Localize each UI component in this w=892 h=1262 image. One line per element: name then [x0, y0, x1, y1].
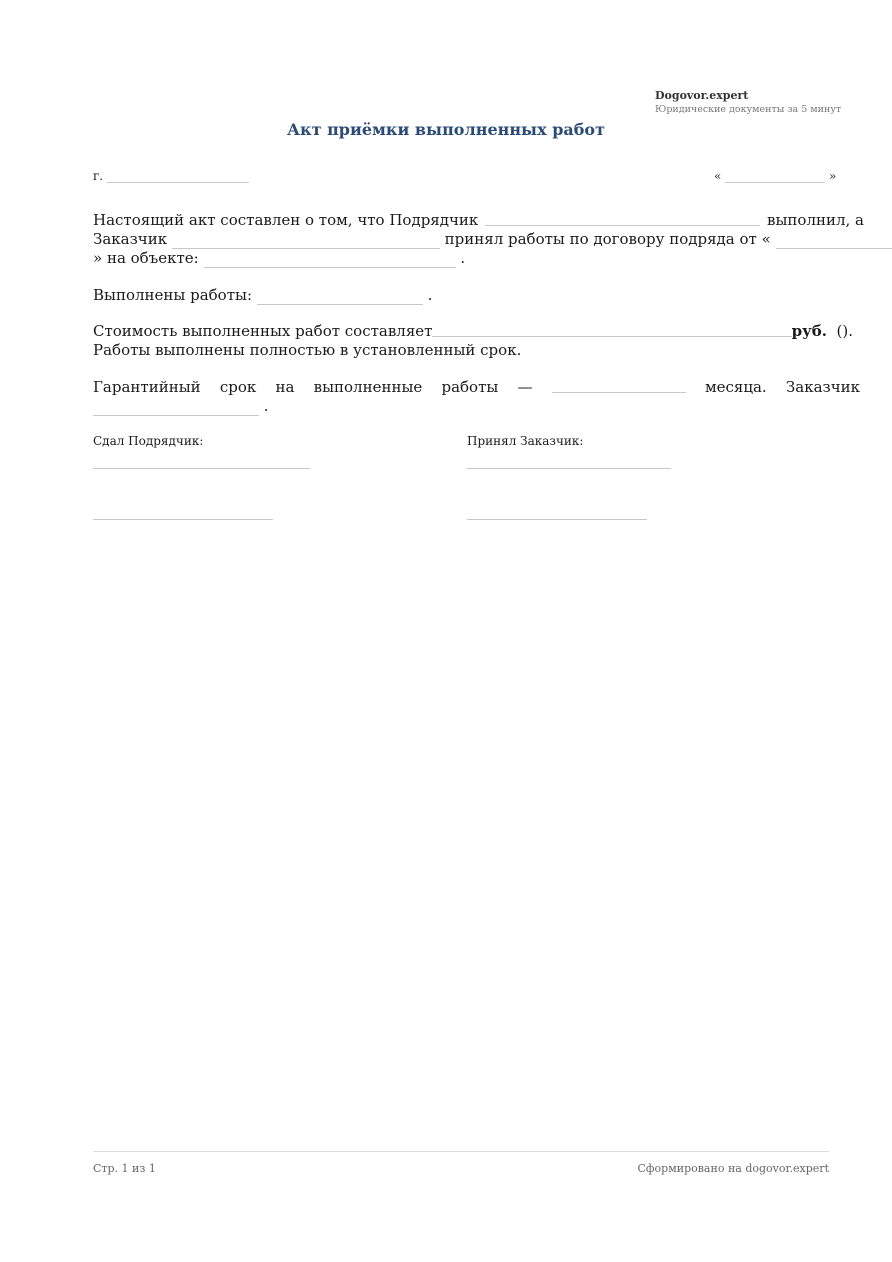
paragraph-contract	[93, 211, 864, 268]
warranty-customer-field[interactable]	[93, 401, 259, 416]
brand-tagline: Юридические документы за 5 минут	[655, 104, 842, 115]
customer-signature-line[interactable]	[467, 518, 647, 520]
p2-text-2: .	[427, 286, 433, 304]
paragraph-works	[93, 286, 864, 305]
p4-text-2: срок	[219, 378, 257, 396]
p4-text-3: на	[275, 378, 295, 396]
contractor-signature-line[interactable]	[93, 518, 273, 520]
p4-text-6: —	[517, 378, 533, 396]
date-quote-close: »	[829, 169, 837, 183]
p4-text-4: выполненные	[313, 378, 423, 396]
p4-text-5: работы	[441, 378, 499, 396]
p1-text-2: выполнил, а	[767, 211, 864, 229]
page-counter: Стр. 1 из 1	[93, 1162, 156, 1175]
contractor-name-field[interactable]	[485, 211, 760, 226]
city-prefix: г.	[93, 169, 104, 183]
p1-text-1: Настоящий акт составлен о том, что Подрядчик	[93, 211, 479, 229]
contractor-signature-label: Сдал Подрядчик:	[93, 434, 204, 448]
p1-text-6: .	[460, 249, 466, 267]
footer-divider	[93, 1151, 829, 1152]
p4-text-7: месяца.	[704, 378, 767, 396]
p4-text-9: .	[263, 397, 269, 415]
p1-text-3: Заказчик	[93, 230, 168, 248]
warranty-months-field[interactable]	[552, 378, 686, 393]
city-field[interactable]	[107, 168, 249, 183]
footer-generated: Сформировано на dogovor.expert	[637, 1162, 829, 1175]
customer-signature-label: Принял Заказчик:	[467, 434, 584, 448]
p1-text-5: » на объекте:	[93, 249, 199, 267]
customer-name-line[interactable]	[467, 467, 671, 469]
contractor-name-line[interactable]	[93, 467, 310, 469]
object-field[interactable]	[204, 253, 456, 268]
p4-text-1: Гарантийный	[93, 378, 201, 396]
paragraph-cost	[93, 322, 864, 360]
customer-name-field[interactable]	[172, 234, 440, 249]
document-title: Акт приёмки выполненных работ	[287, 120, 605, 139]
city-line	[93, 168, 249, 183]
brand-block	[655, 88, 841, 117]
p4-text-8: Заказчик	[785, 378, 860, 396]
p2-text-1: Выполнены работы:	[93, 286, 252, 304]
cost-field[interactable]	[432, 322, 791, 337]
works-field[interactable]	[257, 290, 423, 305]
paragraph-warranty	[93, 378, 864, 416]
contract-date-field[interactable]	[776, 234, 892, 249]
date-field[interactable]	[725, 168, 825, 183]
p3-text-3: ().	[836, 322, 853, 340]
p3-text-4: Работы выполнены полностью в установленный срок.	[93, 341, 522, 359]
p3-text-1: Стоимость выполненных работ составляет	[93, 322, 433, 340]
date-line	[714, 168, 836, 183]
p1-text-4: принял работы по договору подряда от «	[444, 230, 771, 248]
p3-currency: руб.	[791, 322, 827, 340]
brand-name: Dogovor.expert	[655, 89, 749, 102]
date-quote-open: «	[714, 169, 722, 183]
